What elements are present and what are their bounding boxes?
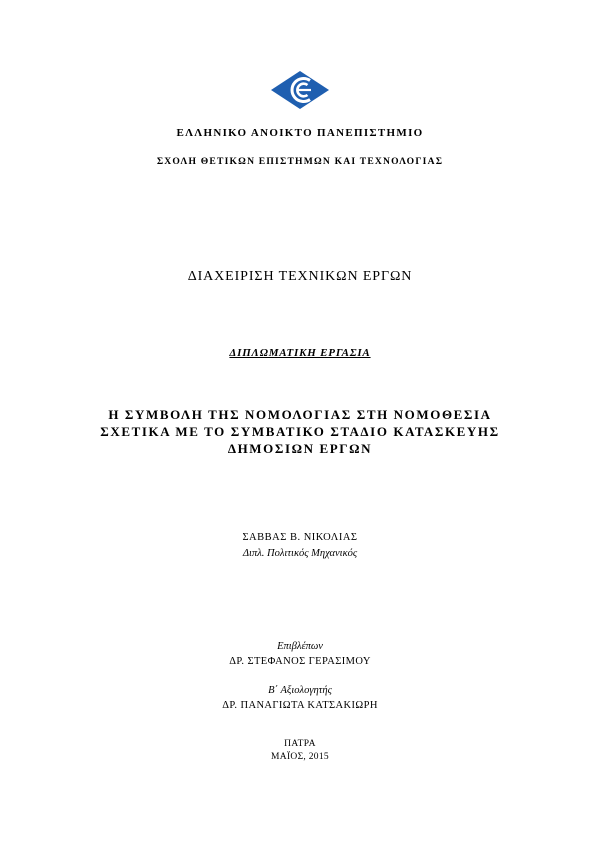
- thesis-title-line: Η ΣΥΜΒΟΛΗ ΤΗΣ ΝΟΜΟΛΟΓΙΑΣ ΣΤΗ ΝΟΜΟΘΕΣΙΑ: [108, 407, 492, 422]
- programme-name: ΔΙΑΧΕΙΡΙΣΗ ΤΕΧΝΙΚΩΝ ΕΡΓΩΝ: [187, 269, 413, 284]
- university-logo-icon: [270, 70, 330, 110]
- thesis-type-heading: ΔΙΠΛΩΜΑΤΙΚΗ ΕΡΓΑΣΙΑ: [229, 347, 371, 359]
- evaluator-name: ΔΡ. ΠΑΝΑΓΙΩΤΑ ΚΑΤΣΑΚΙΩΡΗ: [222, 700, 378, 711]
- supervisor-name: ΔΡ. ΣΤΕΦΑΝΟΣ ΓΕΡΑΣΙΜΟΥ: [229, 656, 371, 667]
- evaluator-label: Β΄ Αξιολογητής: [268, 685, 332, 696]
- supervisor-label: Επιβλέπων: [277, 641, 323, 652]
- university-name: ΕΛΛΗΝΙΚΟ ΑΝΟΙΚΤΟ ΠΑΝΕΠΙΣΤΗΜΙΟ: [176, 127, 424, 139]
- author-role: Διπλ. Πολιτικός Μηχανικός: [242, 548, 358, 559]
- publication-date: ΜΑΪΟΣ, 2015: [271, 752, 329, 762]
- author-name: ΣΑΒΒΑΣ Β. ΝΙΚΟΛΙΑΣ: [242, 532, 358, 543]
- school-name: ΣΧΟΛΗ ΘΕΤΙΚΩΝ ΕΠΙΣΤΗΜΩΝ ΚΑΙ ΤΕΧΝΟΛΟΓΙΑΣ: [156, 156, 444, 167]
- thesis-title-line: ΔΗΜΟΣΙΩΝ ΕΡΓΩΝ: [227, 441, 373, 456]
- place-name: ΠΑΤΡΑ: [284, 739, 316, 749]
- thesis-title-line: ΣΧΕΤΙΚΑ ΜΕ ΤΟ ΣΥΜΒΑΤΙΚΟ ΣΤΑΔΙΟ ΚΑΤΑΣΚΕΥΗΣ: [100, 424, 500, 439]
